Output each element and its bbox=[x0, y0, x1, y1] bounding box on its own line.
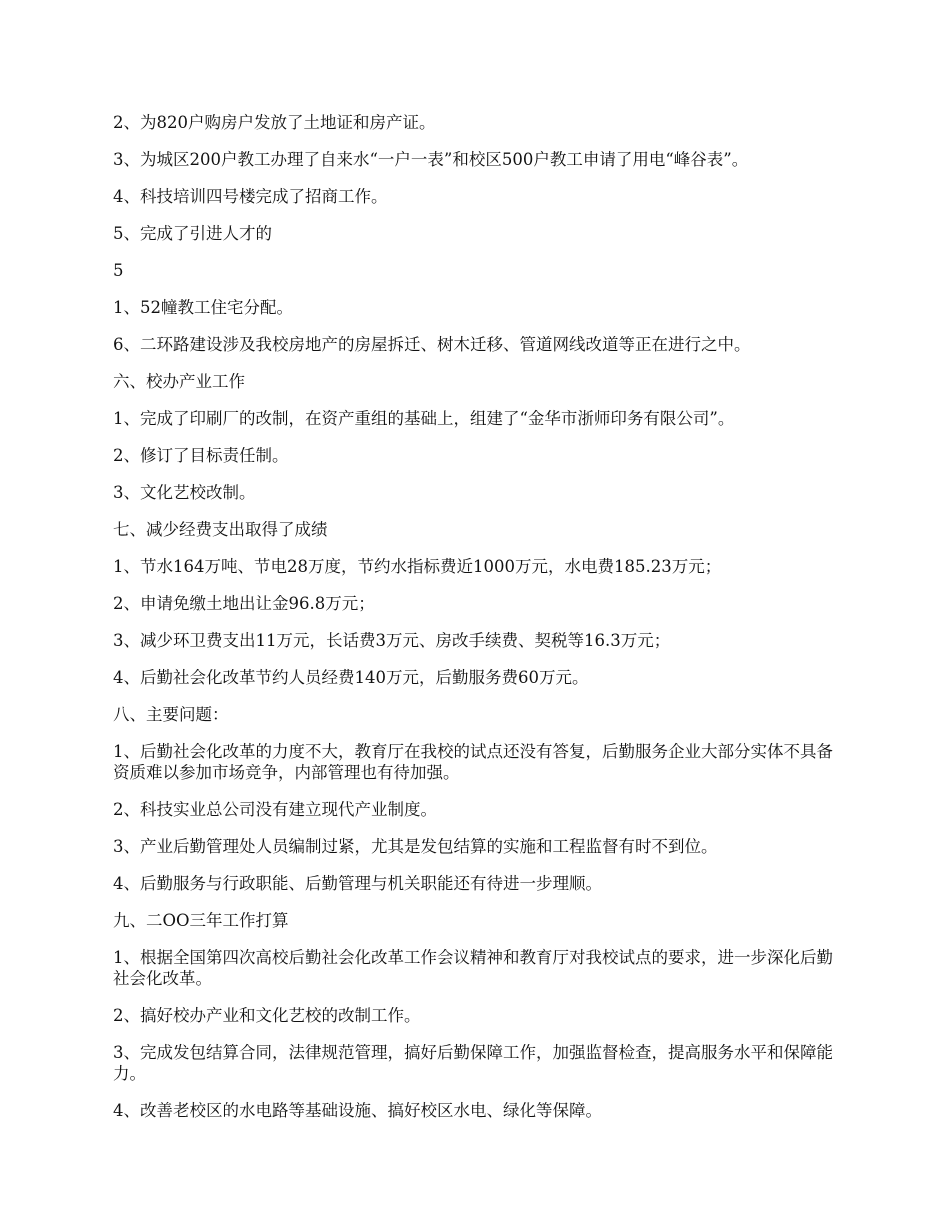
paragraph: 2、搞好校办产业和文化艺校的改制工作。 bbox=[113, 1006, 421, 1025]
paragraph: 2、科技实业总公司没有建立现代产业制度。 bbox=[113, 800, 437, 819]
paragraph: 2、为820户购房户发放了土地证和房产证。 bbox=[113, 113, 436, 132]
paragraph: 4、后勤社会化改革节约人员经费140万元，后勤服务费60万元。 bbox=[113, 668, 589, 687]
paragraph: 5、完成了引进人才的 bbox=[113, 224, 272, 243]
paragraph: 2、申请免缴土地出让金96.8万元； bbox=[113, 594, 375, 613]
paragraph: 6、二环路建设涉及我校房地产的房屋拆迁、树木迁移、管道网线改道等正在进行之中。 bbox=[113, 335, 751, 354]
paragraph: 3、为城区200户教工办理了自来水“一户一表”和校区500户教工申请了用电“峰谷表”。 bbox=[113, 150, 749, 169]
paragraph: 1、后勤社会化改革的力度不大，教育厅在我校的试点还没有答复，后勤服务企业大部分实体不具备资质难以参加市场竞争，内部管理也有待加强。 bbox=[113, 742, 833, 782]
section-heading: 九、二OO三年工作打算 bbox=[113, 911, 289, 930]
document-page bbox=[113, 112, 835, 1137]
section-heading: 七、减少经费支出取得了成绩 bbox=[113, 520, 328, 539]
paragraph: 4、改善老校区的水电路等基础设施、搞好校区水电、绿化等保障。 bbox=[113, 1101, 602, 1120]
paragraph: 3、完成发包结算合同，法律规范管理，搞好后勤保障工作，加强监督检查，提高服务水平和保障能力。 bbox=[113, 1043, 833, 1083]
paragraph: 3、产业后勤管理处人员编制过紧，尤其是发包结算的实施和工程监督有时不到位。 bbox=[113, 837, 718, 856]
paragraph: 3、文化艺校改制。 bbox=[113, 483, 256, 502]
paragraph: 4、后勤服务与行政职能、后勤管理与机关职能还有待进一步理顺。 bbox=[113, 874, 602, 893]
paragraph: 5 bbox=[113, 261, 124, 280]
section-heading: 六、校办产业工作 bbox=[113, 372, 245, 391]
section-heading: 八、主要问题： bbox=[113, 705, 229, 724]
paragraph: 1、节水164万吨、节电28万度，节约水指标费近1000万元，水电费185.23万元； bbox=[113, 557, 722, 576]
paragraph: 1、根据全国第四次高校后勤社会化改革工作会议精神和教育厅对我校试点的要求，进一步深化后勤社会化改革。 bbox=[113, 948, 833, 988]
paragraph: 2、修订了目标责任制。 bbox=[113, 446, 289, 465]
paragraph: 1、完成了印刷厂的改制，在资产重组的基础上，组建了“金华市浙师印务有限公司”。 bbox=[113, 409, 735, 428]
paragraph: 4、科技培训四号楼完成了招商工作。 bbox=[113, 187, 388, 206]
paragraph: 1、52幢教工住宅分配。 bbox=[113, 298, 293, 317]
paragraph: 3、减少环卫费支出11万元，长话费3万元、房改手续费、契税等16.3万元； bbox=[113, 631, 671, 650]
